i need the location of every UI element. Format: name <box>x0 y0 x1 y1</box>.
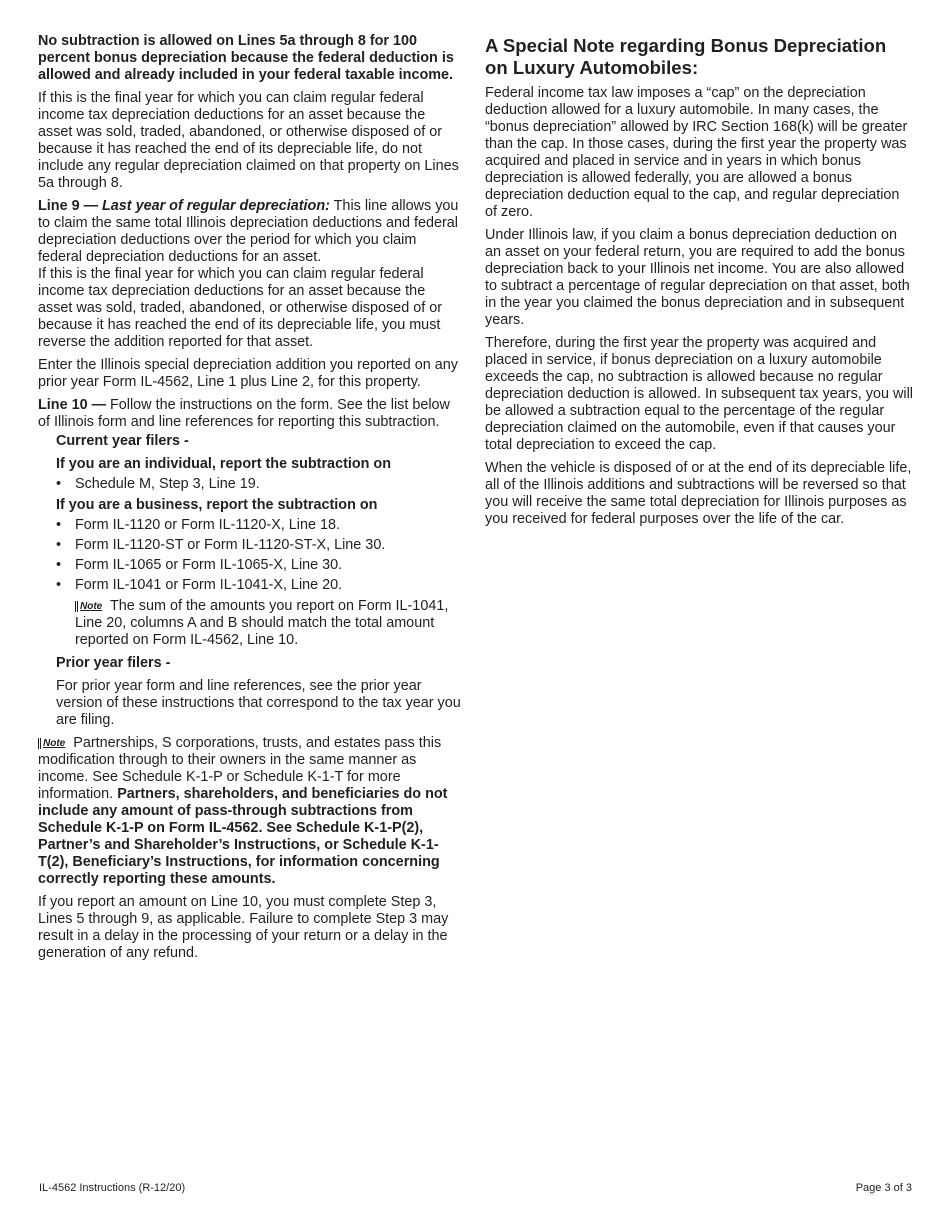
line10-paragraph <box>38 397 462 431</box>
reverse-addition-paragraph: If this is the final year for which you can claim regular federal income tax depreciation deductions for an asset because the asset was sold, traded, abandoned, or otherwise disposed of or because it has reached the end of its depreciable life, you must reverse the addition reported for that asset. <box>38 266 442 350</box>
business-list <box>56 517 462 594</box>
individual-heading: If you are an individual, report the subtraction on <box>56 456 392 472</box>
line9-title: Last year of regular depreciation: <box>101 198 330 214</box>
list-item: • Form IL-1120 or Form IL-1120-X, Line 18. <box>56 517 462 534</box>
list-item: • Form IL-1065 or Form IL-1065-X, Line 30. <box>56 557 462 574</box>
business-heading: If you are a business, report the subtraction on <box>56 497 378 513</box>
filers-section <box>56 433 462 729</box>
form-id-footer: IL-4562 Instructions (R-12/20) <box>39 1182 186 1194</box>
line9-text: This line allows you to claim the same total Illinois depreciation deductions and federal depreciation deductions over the period for which you claim federal depreciation deductions for an asset. <box>38 198 459 265</box>
enter-addition-paragraph: Enter the Illinois special depreciation addition you reported on any prior year Form IL-4562, Line 1 plus Line 2, for this property. <box>38 357 458 390</box>
line10-label: Line 10 — <box>38 397 110 413</box>
passthrough-note-paragraph <box>38 735 462 888</box>
line9-paragraph <box>38 198 462 266</box>
luxury-auto-heading: A Special Note regarding Bonus Depreciation on Luxury Automobiles: <box>485 35 887 78</box>
page-number: Page 3 of 3 <box>855 1182 912 1194</box>
prior-filers-text: For prior year form and line references, see the prior year version of these instructions that correspond to the tax year you are filing. <box>56 678 461 728</box>
prior-filers-heading: Prior year filers - <box>56 655 171 671</box>
current-filers-heading: Current year filers - <box>56 433 189 449</box>
disposal-paragraph: When the vehicle is disposed of or at the end of its depreciable life, all of the Illinois additions and subtractions will be reversed so that you will receive the same total depreciation for Illinois purposes as you received for federal purposes over the life of the car. <box>485 460 912 527</box>
note-2-bold: Partners, shareholders, and beneficiaries do not include any amount of pass-through subtractions from Schedule K-1-P on Form IL-4562. See Schedule K-1-P(2), Partner’s and Shareholder’s Instructions, or Schedule K-1-T(2), Beneficiary’s Instructions, for information concerning correctly reporting these amounts. <box>38 786 448 887</box>
complete-step3-paragraph: If you report an amount on Line 10, you must complete Step 3, Lines 5 through 9, as applicable. Failure to complete Step 3 may result in a delay in the processing of your return or a delay in the generation of any refund. <box>38 894 449 961</box>
individual-list <box>56 476 462 493</box>
note-1-text: The sum of the amounts you report on Form IL-1041, Line 20, columns A and B should match the total amount reported on Form IL-4562, Line 10. <box>75 598 449 648</box>
note-icon: Note <box>75 601 104 612</box>
line10-text: Follow the instructions on the form. See the list below of Illinois form and line references for reporting this subtraction. <box>38 397 450 430</box>
list-item: • Form IL-1041 or Form IL-1041-X, Line 20. <box>56 577 462 594</box>
cap-paragraph: Federal income tax law imposes a “cap” on the depreciation deduction allowed for a luxury automobile. In many cases, the “bonus depreciation” allowed by IRC Section 168(k) will be greater than the cap. In those cases, during the first year the property was acquired and placed in service and in years in which bonus depreciation is allowed federally, you are allowed a bonus depreciation deduction equal to the cap, and regular depreciation of zero. <box>485 85 908 220</box>
note-1068-paragraph <box>75 598 462 649</box>
note-icon: Note <box>38 738 67 749</box>
illinois-law-paragraph: Under Illinois law, if you claim a bonus depreciation deduction on an asset on your federal return, you are required to add the bonus depreciation back to your Illinois net income. You are also allowed to subtract a percentage of regular depreciation on that asset, both in the year you claimed the bonus depreciation and in subsequent years. <box>485 227 910 328</box>
note-2-text: Partnerships, S corporations, trusts, and estates pass this modification through to their owners in the same manner as income. See Schedule K-1-P or Schedule K-1-T for more information. <box>38 735 442 802</box>
line9-label: Line 9 — <box>38 198 102 214</box>
list-item: • Schedule M, Step 3, Line 19. <box>56 476 462 493</box>
left-column <box>38 33 462 968</box>
list-item: • Form IL-1120-ST or Form IL-1120-ST-X, Line 30. <box>56 537 462 554</box>
final-year-paragraph: If this is the final year for which you can claim regular federal income tax depreciation deductions for an asset because the asset was sold, traded, abandoned, or otherwise disposed of or because it has reached the end of its depreciable life, do not include any regular depreciation claimed on that property on Lines 5a through 8. <box>38 90 459 191</box>
bonus-note-paragraph: No subtraction is allowed on Lines 5a through 8 for 100 percent bonus depreciation because the federal deduction is allowed and already included in your federal taxable income. <box>38 33 454 83</box>
therefore-paragraph: Therefore, during the first year the property was acquired and placed in service, if bonus depreciation on a luxury automobile exceeds the cap, no subtraction is allowed because no regular depreciation deduction is allowed. In subsequent tax years, you will be allowed a subtraction equal to the percentage of the regular depreciation claimed on the automobile, even if that causes your total depreciation to exceed the cap. <box>485 335 913 453</box>
right-column <box>485 33 913 534</box>
